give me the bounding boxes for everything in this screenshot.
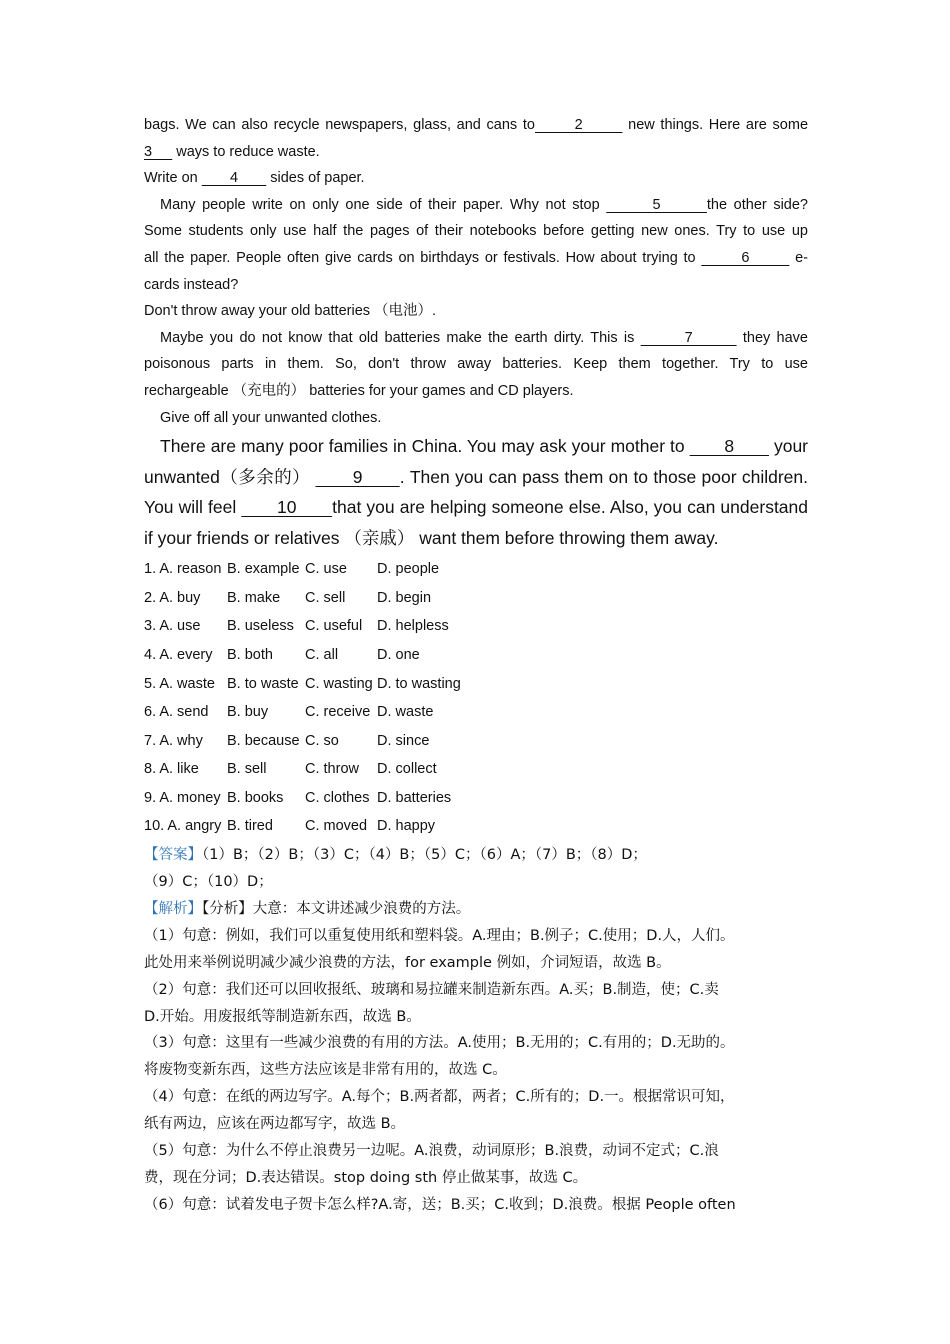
heading-batteries: Don't throw away your old batteries （电池）.	[144, 303, 437, 320]
analysis-line: （3）句意：这里有一些减少浪费的有用的方法。A.使用；B.无用的；C.有用的；D.无助的。	[144, 1035, 735, 1052]
document-page	[144, 112, 808, 1219]
passage-line: rechargeable （充电的） batteries for your games and CD players.	[144, 382, 574, 399]
blank-10: 10	[241, 497, 333, 518]
passage-line: all the paper. People often give cards on birthdays or festivals. How about trying to 6 e-	[144, 249, 809, 266]
options-list	[144, 555, 808, 841]
passage-line: cards instead?	[144, 276, 239, 293]
analysis-line: （5）句意：为什么不停止浪费另一边呢。A.浪费，动词原形；B.浪费，动词不定式；C.浪	[144, 1143, 719, 1160]
option-row: 2. A. buy B. make C. sell D. begin	[144, 589, 432, 606]
analysis-line: 纸有两边，应该在两边都写字，故选 B。	[144, 1116, 406, 1133]
option-row: 3. A. use B. useless C. useful D. helpless	[144, 618, 449, 635]
analysis-line: 费，现在分词；D.表达错误。stop doing sth 停止做某事，故选 C。	[144, 1169, 588, 1186]
answer-label: 【答案】	[144, 847, 202, 864]
analysis-line: （2）句意：我们还可以回收报纸、玻璃和易拉罐来制造新东西。A.买；B.制造，使；C.卖	[144, 981, 719, 998]
passage-line: unwanted（多余的） 9 . Then you can pass them on to those poor children.	[144, 466, 808, 487]
blank-8: 8	[689, 436, 769, 457]
heading-write-on: Write on 4 sides of paper.	[144, 170, 365, 187]
heading-clothes: Give off all your unwanted clothes.	[160, 409, 382, 426]
answer-line: （9）C；（10）D；	[144, 873, 273, 890]
solution-section	[144, 842, 808, 1219]
passage-line: Maybe you do not know that old batteries make the earth dirty. This is 7 they have	[160, 329, 808, 346]
blank-5: 5	[606, 196, 707, 213]
analysis-line: 【解析】【分析】大意：本文讲述减少浪费的方法。	[144, 900, 471, 917]
passage-line: 3 ways to reduce waste.	[144, 143, 320, 160]
blank-9: 9	[315, 466, 400, 487]
blank-6: 6	[701, 249, 790, 266]
blank-2: 2	[534, 117, 623, 133]
analysis-line: 此处用来举例说明减少减少浪费的方法，for example 例如，介词短语，故选 B。	[144, 954, 671, 971]
passage-line: Many people write on only one side of their paper. Why not stop 5 the other side?	[160, 196, 809, 213]
option-row: 1. A. reason B. example C. use D. people	[144, 561, 440, 578]
blank-3: 3	[144, 143, 173, 160]
analysis-line: （6）句意：试着发电子贺卡怎么样?A.寄，送；B.买；C.收到；D.浪费。根据 People often	[144, 1196, 736, 1213]
option-row: 8. A. like B. sell C. throw D. collect	[144, 761, 437, 778]
passage-line: poisonous parts in them. So, don't throw away batteries. Keep them together. Try to use	[144, 356, 808, 373]
option-row: 7. A. why B. because C. so D. since	[144, 732, 430, 749]
blank-4: 4	[201, 170, 267, 187]
analysis-line: D.开始。用废报纸等制造新东西，故选 B。	[144, 1008, 421, 1025]
option-row: 10. A. angry B. tired C. moved D. happy	[144, 818, 436, 835]
analysis-line: （1）句意：例如，我们可以重复使用纸和塑料袋。A.理由；B.例子；C.使用；D.人，人们。	[144, 927, 735, 944]
passage-line: if your friends or relatives （亲戚） want them before throwing them away.	[144, 527, 719, 548]
analysis-line: 将废物变新东西，这些方法应该是非常有用的，故选 C。	[144, 1062, 507, 1079]
analysis-label: 【解析】	[144, 900, 202, 917]
passage-line: There are many poor families in China. You may ask your mother to 8 your	[160, 436, 809, 457]
passage-line: bags. We can also recycle newspapers, glass, and cans to 2 new things. Here are some	[144, 117, 809, 133]
analysis-line: （4）句意：在纸的两边写字。A.每个；B.两者都，两者；C.所有的；D.一。根据常识可知，	[144, 1089, 735, 1106]
option-row: 6. A. send B. buy C. receive D. waste	[144, 704, 434, 721]
passage-line: Some students only use half the pages of their notebooks before getting new ones. Try to use up	[144, 223, 808, 240]
answer-line: 【答案】（1）B；（2）B；（3）C；（4）B；（5）C；（6）A；（7）B；（8）D；	[144, 847, 647, 864]
option-row: 5. A. waste B. to waste C. wasting D. to wasting	[144, 675, 461, 692]
option-row: 9. A. money B. books C. clothes D. batteries	[144, 789, 452, 806]
passage-line: You will feel 10 that you are helping someone else. Also, you can understand	[144, 497, 808, 518]
option-row: 4. A. every B. both C. all D. one	[144, 646, 420, 663]
blank-7: 7	[640, 329, 737, 346]
